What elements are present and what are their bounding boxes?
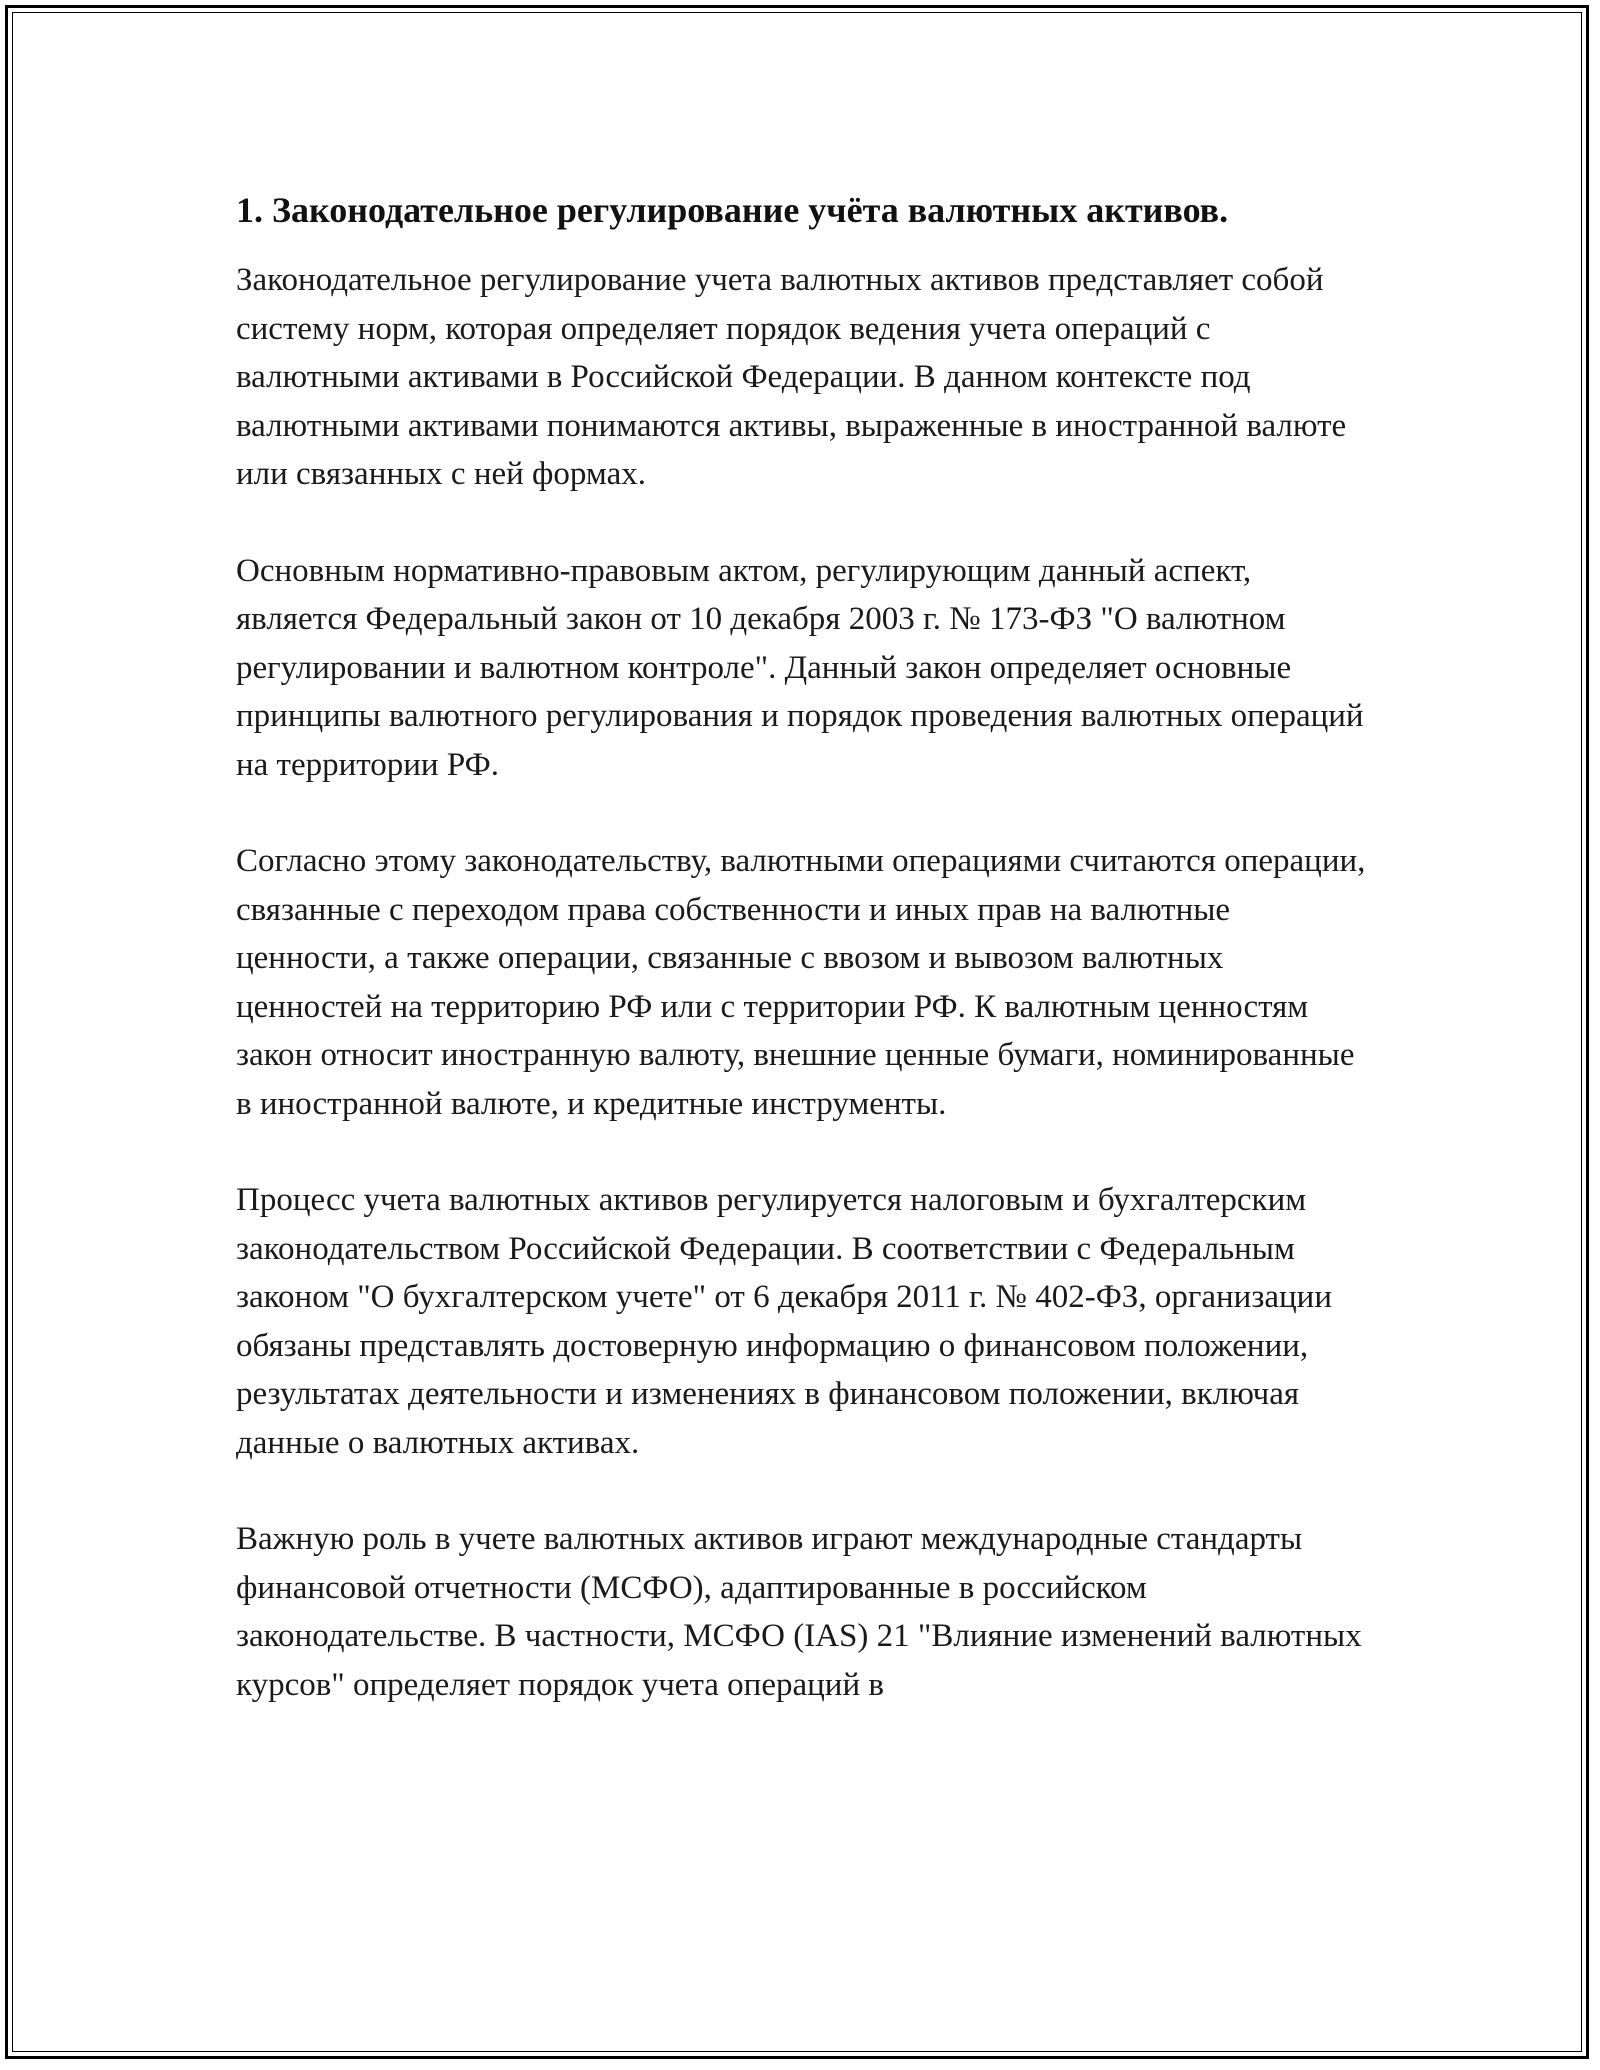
paragraph-5: Важную роль в учете валютных активов играют международные стандарты финансовой отчетности (МСФО), адаптированные в российском законодательстве. В частности, МСФО (IAS) 21 "Влияние изменений валютных курсов" определяет порядок учета операций в	[236, 1521, 1362, 1703]
paragraph-3: Согласно этому законодательству, валютными операциями считаются операции, связанные с переходом права собственности и иных прав на валютные ценности, а также операции, связанные с ввозом и вывозом валютных ценностей на территорию РФ или с территории РФ. К валютным ценностям закон относит иностранную валюту, внешние ценные бумаги, номинированные в иностранной валюте, и кредитные инструменты.	[236, 843, 1366, 1122]
paragraph-2: Основным нормативно-правовым актом, регулирующим данный аспект, является Федеральный закон от 10 декабря 2003 г. № 173-ФЗ "О валютном регулировании и валютном контроле". Данный закон определяет основные принципы валютного регулирования и порядок проведения валютных операций на территории РФ.	[236, 552, 1364, 783]
paragraph-4: Процесс учета валютных активов регулируется налоговым и бухгалтерским законодательством Российской Федерации. В соответствии с Федеральным законом "О бухгалтерском учете" от 6 декабря 2011 г. № 402-ФЗ, организации обязаны представлять достоверную информацию о финансовом положении, результатах деятельности и изменениях в финансовом положении, включая данные о валютных активах.	[236, 1182, 1332, 1461]
document-content	[236, 186, 1376, 1757]
section-heading: 1. Законодательное регулирование учёта валютных активов.	[236, 190, 1229, 230]
paragraph-1: Законодательное регулирование учета валютных активов представляет собой систему норм, которая определяет порядок ведения учета операций с валютными активами в Российской Федерации. В данном контексте под валютными активами понимаются активы, выраженные в иностранной валюте или связанных с ней формах.	[236, 262, 1347, 492]
